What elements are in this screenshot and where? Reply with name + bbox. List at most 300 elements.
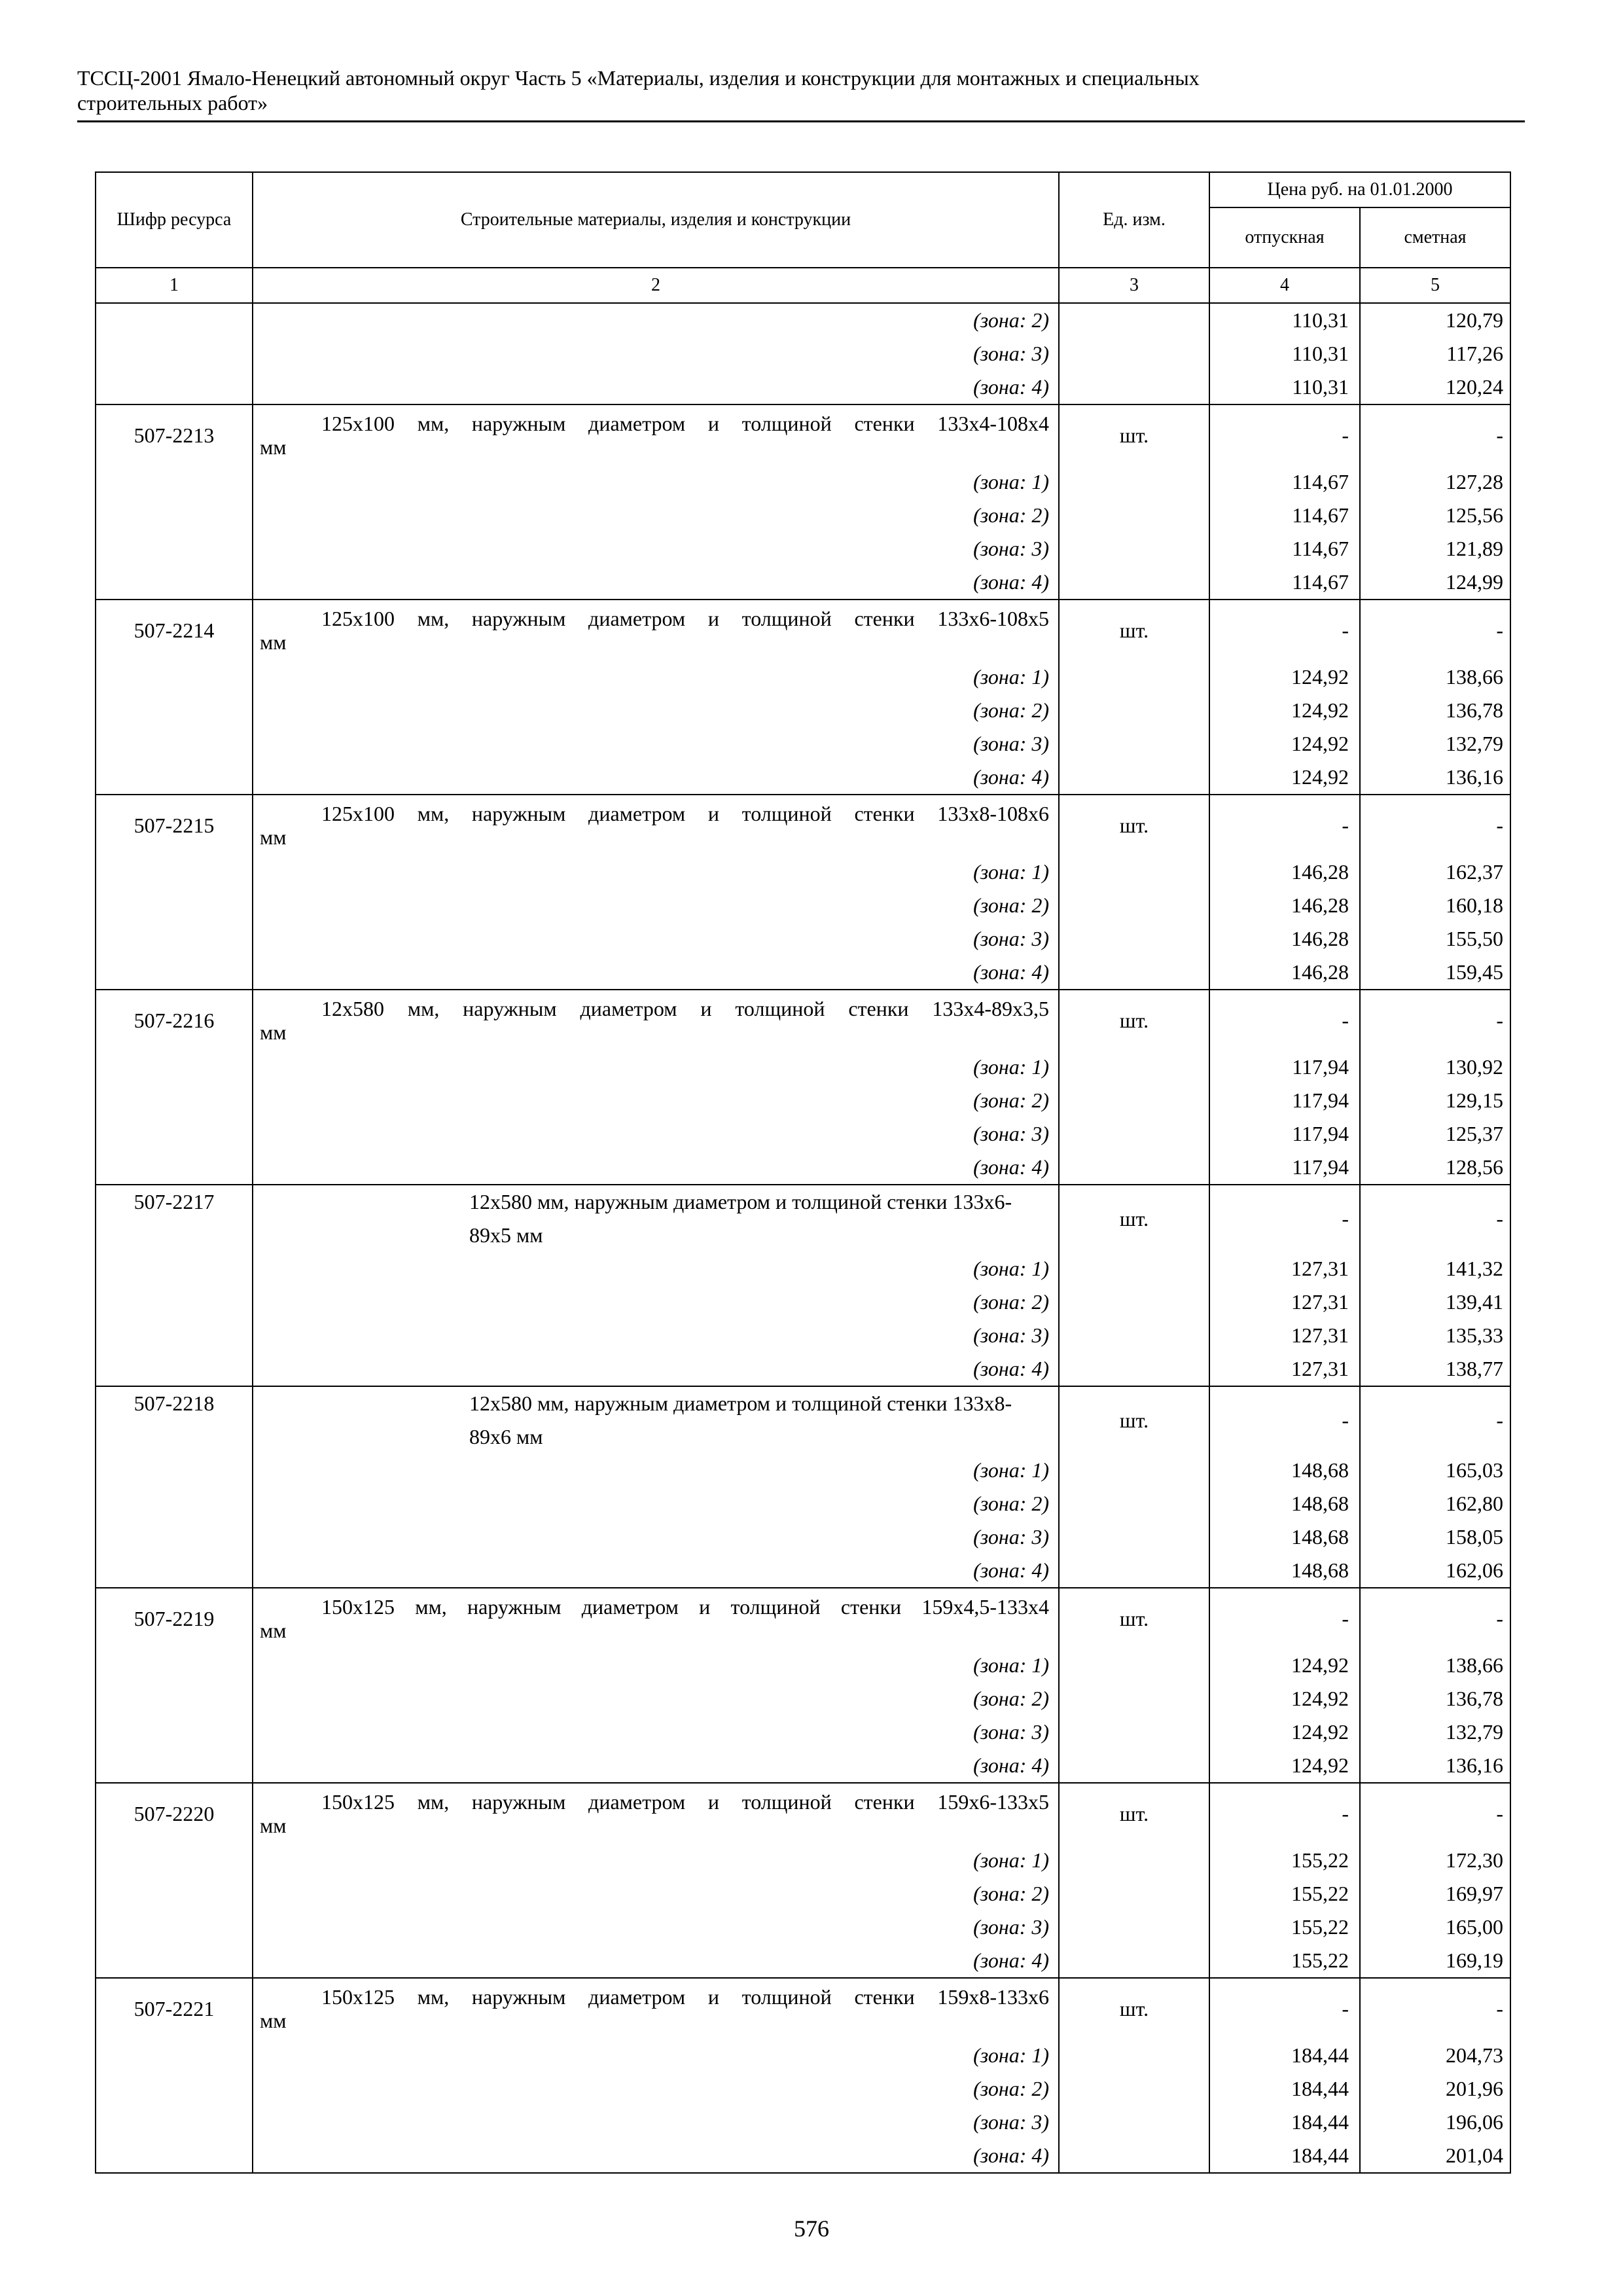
code-cell xyxy=(96,694,253,727)
code-cell xyxy=(96,2106,253,2139)
code-cell xyxy=(96,727,253,761)
item-row xyxy=(96,600,1510,660)
release-price: - xyxy=(1209,1783,1360,1844)
estimate-price: - xyxy=(1360,1588,1510,1649)
zone-label: (зона: 1) xyxy=(253,2039,1059,2072)
zone-label: (зона: 1) xyxy=(253,855,1059,889)
unit-cell: шт. xyxy=(1059,1978,1209,2039)
estimate-price: 128,56 xyxy=(1360,1151,1510,1185)
release-price: 110,31 xyxy=(1209,303,1360,337)
release-price: 124,92 xyxy=(1209,1749,1360,1783)
item-row xyxy=(96,990,1510,1050)
release-price: 124,92 xyxy=(1209,727,1360,761)
release-price: - xyxy=(1209,1978,1360,2039)
item-description: 12х580 мм, наружным диаметром и толщиной стенки 133х6-89х5 мм xyxy=(253,1185,1059,1252)
unit-cell xyxy=(1059,1877,1209,1910)
code-cell xyxy=(96,337,253,370)
estimate-price: 135,33 xyxy=(1360,1319,1510,1352)
unit-cell xyxy=(1059,1084,1209,1117)
unit-cell xyxy=(1059,1487,1209,1520)
zone-row xyxy=(96,2139,1510,2173)
unit-cell xyxy=(1059,1649,1209,1682)
zone-row xyxy=(96,499,1510,532)
unit-cell xyxy=(1059,565,1209,600)
unit-cell xyxy=(1059,2139,1209,2173)
zone-label: (зона: 1) xyxy=(253,1050,1059,1084)
item-description: 12х580 мм, наружным диаметром и толщиной стенки 133х8-89х6 мм xyxy=(253,1386,1059,1454)
unit-cell: шт. xyxy=(1059,404,1209,465)
zone-label: (зона: 4) xyxy=(253,1554,1059,1588)
release-price: 114,67 xyxy=(1209,565,1360,600)
item-description-line-2: мм xyxy=(260,435,287,459)
unit-cell xyxy=(1059,1749,1209,1783)
unit-cell xyxy=(1059,465,1209,499)
code-cell xyxy=(96,2072,253,2106)
zone-row xyxy=(96,2039,1510,2072)
resource-code: 507-2214 xyxy=(96,600,253,660)
unit-cell: шт. xyxy=(1059,600,1209,660)
zone-label: (зона: 1) xyxy=(253,1454,1059,1487)
zone-label: (зона: 3) xyxy=(253,1319,1059,1352)
estimate-price: 165,03 xyxy=(1360,1454,1510,1487)
estimate-price: 138,66 xyxy=(1360,660,1510,694)
zone-row xyxy=(96,1844,1510,1877)
item-description-line-1: 125х100 мм, наружным диаметром и толщиной стенки 133х4-108х4 xyxy=(321,412,1049,435)
item-description-line-1: 125х100 мм, наружным диаметром и толщиной стенки 133х8-108х6 xyxy=(321,802,1049,825)
unit-cell xyxy=(1059,956,1209,990)
unit-cell xyxy=(1059,1319,1209,1352)
unit-cell xyxy=(1059,1352,1209,1386)
zone-row xyxy=(96,1285,1510,1319)
unit-cell: шт. xyxy=(1059,1185,1209,1252)
release-price: 146,28 xyxy=(1209,889,1360,922)
estimate-price: 139,41 xyxy=(1360,1285,1510,1319)
unit-cell xyxy=(1059,1151,1209,1185)
zone-row xyxy=(96,337,1510,370)
item-row xyxy=(96,1978,1510,2039)
unit-cell xyxy=(1059,1682,1209,1715)
unit-cell xyxy=(1059,727,1209,761)
col-header-release-price: отпускная xyxy=(1209,207,1360,268)
item-description-line-2: мм xyxy=(260,1619,287,1642)
item-description xyxy=(253,404,1059,465)
zone-label: (зона: 3) xyxy=(253,922,1059,956)
zone-row xyxy=(96,565,1510,600)
zone-label: (зона: 3) xyxy=(253,337,1059,370)
code-cell xyxy=(96,1454,253,1487)
zone-label: (зона: 4) xyxy=(253,1944,1059,1978)
unit-cell xyxy=(1059,2072,1209,2106)
item-description-line-1: 150х125 мм, наружным диаметром и толщиной стенки 159х8-133х6 xyxy=(321,1985,1049,2009)
estimate-price: - xyxy=(1360,404,1510,465)
unit-cell xyxy=(1059,1844,1209,1877)
code-cell xyxy=(96,2139,253,2173)
zone-label: (зона: 4) xyxy=(253,370,1059,404)
resource-code: 507-2216 xyxy=(96,990,253,1050)
unit-cell xyxy=(1059,2039,1209,2072)
zone-label: (зона: 2) xyxy=(253,1285,1059,1319)
release-price: 124,92 xyxy=(1209,1682,1360,1715)
zone-row xyxy=(96,889,1510,922)
unit-cell xyxy=(1059,2106,1209,2139)
code-cell xyxy=(96,370,253,404)
col-header-materials: Строительные материалы, изделия и конструкции xyxy=(253,172,1059,268)
estimate-price: 136,78 xyxy=(1360,694,1510,727)
release-price: 148,68 xyxy=(1209,1487,1360,1520)
zone-row xyxy=(96,2106,1510,2139)
release-price: 184,44 xyxy=(1209,2072,1360,2106)
item-row xyxy=(96,795,1510,855)
release-price: - xyxy=(1209,600,1360,660)
unit-cell xyxy=(1059,499,1209,532)
zone-row xyxy=(96,1084,1510,1117)
item-description-line-1: 150х125 мм, наружным диаметром и толщиной стенки 159х6-133х5 xyxy=(321,1790,1049,1814)
release-price: 184,44 xyxy=(1209,2139,1360,2173)
estimate-price: 136,16 xyxy=(1360,761,1510,795)
release-price: 155,22 xyxy=(1209,1944,1360,1978)
release-price: 124,92 xyxy=(1209,694,1360,727)
estimate-price: 120,79 xyxy=(1360,303,1510,337)
unit-cell xyxy=(1059,1520,1209,1554)
code-cell xyxy=(96,1554,253,1588)
price-table xyxy=(95,171,1511,2174)
code-cell xyxy=(96,1944,253,1978)
zone-row xyxy=(96,1715,1510,1749)
zone-row xyxy=(96,1050,1510,1084)
zone-label: (зона: 1) xyxy=(253,465,1059,499)
zone-row xyxy=(96,532,1510,565)
unit-cell: шт. xyxy=(1059,1386,1209,1454)
item-description-line-2: мм xyxy=(260,1814,287,1837)
zone-label: (зона: 4) xyxy=(253,2139,1059,2173)
zone-row xyxy=(96,1749,1510,1783)
resource-code: 507-2219 xyxy=(96,1588,253,1649)
release-price: 155,22 xyxy=(1209,1877,1360,1910)
release-price: 127,31 xyxy=(1209,1285,1360,1319)
unit-cell xyxy=(1059,303,1209,337)
code-cell xyxy=(96,2039,253,2072)
col-header-price-group: Цена руб. на 01.01.2000 xyxy=(1209,172,1510,207)
unit-cell xyxy=(1059,1285,1209,1319)
release-price: 184,44 xyxy=(1209,2039,1360,2072)
estimate-price: 136,78 xyxy=(1360,1682,1510,1715)
unit-cell xyxy=(1059,1117,1209,1151)
zone-label: (зона: 1) xyxy=(253,1252,1059,1285)
zone-label: (зона: 3) xyxy=(253,1520,1059,1554)
resource-code: 507-2213 xyxy=(96,404,253,465)
zone-label: (зона: 2) xyxy=(253,1487,1059,1520)
col-number: 5 xyxy=(1360,268,1510,303)
estimate-price: 117,26 xyxy=(1360,337,1510,370)
estimate-price: 169,97 xyxy=(1360,1877,1510,1910)
code-cell xyxy=(96,1749,253,1783)
item-row xyxy=(96,404,1510,465)
estimate-price: - xyxy=(1360,795,1510,855)
code-cell xyxy=(96,1352,253,1386)
code-cell xyxy=(96,565,253,600)
release-price: - xyxy=(1209,1588,1360,1649)
col-header-unit: Ед. изм. xyxy=(1059,172,1209,268)
code-cell xyxy=(96,532,253,565)
release-price: 124,92 xyxy=(1209,1715,1360,1749)
estimate-price: 162,06 xyxy=(1360,1554,1510,1588)
unit-cell xyxy=(1059,922,1209,956)
release-price: 117,94 xyxy=(1209,1117,1360,1151)
resource-code: 507-2215 xyxy=(96,795,253,855)
zone-row xyxy=(96,761,1510,795)
release-price: - xyxy=(1209,1386,1360,1454)
zone-label: (зона: 2) xyxy=(253,2072,1059,2106)
zone-label: (зона: 2) xyxy=(253,694,1059,727)
zone-label: (зона: 1) xyxy=(253,1844,1059,1877)
zone-label: (зона: 4) xyxy=(253,761,1059,795)
unit-cell xyxy=(1059,855,1209,889)
estimate-price: 120,24 xyxy=(1360,370,1510,404)
zone-row xyxy=(96,1944,1510,1978)
release-price: 117,94 xyxy=(1209,1151,1360,1185)
estimate-price: 158,05 xyxy=(1360,1520,1510,1554)
item-row xyxy=(96,1783,1510,1844)
estimate-price: 138,66 xyxy=(1360,1649,1510,1682)
zone-label: (зона: 3) xyxy=(253,727,1059,761)
zone-row xyxy=(96,303,1510,337)
release-price: 146,28 xyxy=(1209,855,1360,889)
estimate-price: 141,32 xyxy=(1360,1252,1510,1285)
zone-label: (зона: 4) xyxy=(253,1352,1059,1386)
estimate-price: 129,15 xyxy=(1360,1084,1510,1117)
release-price: 114,67 xyxy=(1209,465,1360,499)
estimate-price: 121,89 xyxy=(1360,532,1510,565)
item-description xyxy=(253,1978,1059,2039)
zone-label: (зона: 3) xyxy=(253,1910,1059,1944)
estimate-price: 204,73 xyxy=(1360,2039,1510,2072)
col-number: 4 xyxy=(1209,268,1360,303)
zone-row xyxy=(96,1454,1510,1487)
release-price: 148,68 xyxy=(1209,1454,1360,1487)
unit-cell xyxy=(1059,1944,1209,1978)
header-line-1: ТССЦ-2001 Ямало-Ненецкий автономный округ Часть 5 «Материалы, изделия и конструкции для монтажных и специальных xyxy=(77,66,1200,90)
zone-label: (зона: 2) xyxy=(253,1877,1059,1910)
code-cell xyxy=(96,1084,253,1117)
unit-cell: шт. xyxy=(1059,1783,1209,1844)
unit-cell xyxy=(1059,1252,1209,1285)
zone-row xyxy=(96,1877,1510,1910)
estimate-price: 160,18 xyxy=(1360,889,1510,922)
col-header-code: Шифр ресурса xyxy=(96,172,253,268)
unit-cell: шт. xyxy=(1059,990,1209,1050)
item-description-line-1: 125х100 мм, наружным диаметром и толщиной стенки 133х6-108х5 xyxy=(321,607,1049,630)
code-cell xyxy=(96,660,253,694)
release-price: - xyxy=(1209,990,1360,1050)
estimate-price: 172,30 xyxy=(1360,1844,1510,1877)
estimate-price: 125,37 xyxy=(1360,1117,1510,1151)
zone-row xyxy=(96,1319,1510,1352)
estimate-price: 155,50 xyxy=(1360,922,1510,956)
resource-code: 507-2218 xyxy=(96,1386,253,1454)
estimate-price: 124,99 xyxy=(1360,565,1510,600)
resource-code: 507-2217 xyxy=(96,1185,253,1252)
code-cell xyxy=(96,303,253,337)
unit-cell xyxy=(1059,1715,1209,1749)
estimate-price: - xyxy=(1360,600,1510,660)
zone-label: (зона: 4) xyxy=(253,956,1059,990)
zone-row xyxy=(96,1554,1510,1588)
zone-row xyxy=(96,855,1510,889)
estimate-price: - xyxy=(1360,1783,1510,1844)
code-cell xyxy=(96,499,253,532)
zone-label: (зона: 2) xyxy=(253,303,1059,337)
resource-code: 507-2221 xyxy=(96,1978,253,2039)
zone-label: (зона: 2) xyxy=(253,499,1059,532)
code-cell xyxy=(96,1487,253,1520)
item-row xyxy=(96,1588,1510,1649)
document-header xyxy=(77,65,1525,115)
estimate-price: - xyxy=(1360,1978,1510,2039)
zone-label: (зона: 2) xyxy=(253,1682,1059,1715)
code-cell xyxy=(96,1844,253,1877)
zone-row xyxy=(96,1649,1510,1682)
resource-code: 507-2220 xyxy=(96,1783,253,1844)
release-price: 184,44 xyxy=(1209,2106,1360,2139)
unit-cell xyxy=(1059,889,1209,922)
zone-row xyxy=(96,1682,1510,1715)
release-price: 127,31 xyxy=(1209,1252,1360,1285)
item-description xyxy=(253,600,1059,660)
zone-label: (зона: 4) xyxy=(253,1749,1059,1783)
col-number: 2 xyxy=(253,268,1059,303)
code-cell xyxy=(96,1151,253,1185)
zone-row xyxy=(96,370,1510,404)
estimate-price: 201,96 xyxy=(1360,2072,1510,2106)
item-description-line-1: 12х580 мм, наружным диаметром и толщиной стенки 133х4-89х3,5 xyxy=(321,997,1049,1020)
release-price: - xyxy=(1209,1185,1360,1252)
release-price: 124,92 xyxy=(1209,660,1360,694)
estimate-price: 162,80 xyxy=(1360,1487,1510,1520)
zone-label: (зона: 3) xyxy=(253,1117,1059,1151)
estimate-price: - xyxy=(1360,1386,1510,1454)
unit-cell xyxy=(1059,660,1209,694)
code-cell xyxy=(96,1319,253,1352)
estimate-price: 136,16 xyxy=(1360,1749,1510,1783)
unit-cell xyxy=(1059,1910,1209,1944)
estimate-price: 201,04 xyxy=(1360,2139,1510,2173)
unit-cell xyxy=(1059,337,1209,370)
code-cell xyxy=(96,956,253,990)
zone-label: (зона: 3) xyxy=(253,1715,1059,1749)
zone-row xyxy=(96,660,1510,694)
table-body xyxy=(96,303,1510,2173)
zone-label: (зона: 2) xyxy=(253,1084,1059,1117)
col-number: 3 xyxy=(1059,268,1209,303)
item-description-line-2: мм xyxy=(260,2009,287,2032)
code-cell xyxy=(96,465,253,499)
estimate-price: - xyxy=(1360,1185,1510,1252)
code-cell xyxy=(96,1285,253,1319)
zone-row xyxy=(96,1151,1510,1185)
release-price: 127,31 xyxy=(1209,1352,1360,1386)
zone-label: (зона: 1) xyxy=(253,660,1059,694)
header-rule xyxy=(77,120,1525,122)
unit-cell xyxy=(1059,532,1209,565)
page-number: 576 xyxy=(794,2215,829,2242)
unit-cell: шт. xyxy=(1059,795,1209,855)
release-price: 110,31 xyxy=(1209,337,1360,370)
zone-label: (зона: 3) xyxy=(253,532,1059,565)
unit-cell xyxy=(1059,761,1209,795)
release-price: 110,31 xyxy=(1209,370,1360,404)
release-price: 146,28 xyxy=(1209,956,1360,990)
item-description-line-1: 150х125 мм, наружным диаметром и толщиной стенки 159х4,5-133х4 xyxy=(321,1595,1049,1619)
item-description xyxy=(253,795,1059,855)
zone-label: (зона: 4) xyxy=(253,1151,1059,1185)
release-price: 148,68 xyxy=(1209,1554,1360,1588)
item-description xyxy=(253,990,1059,1050)
item-description-line-2: мм xyxy=(260,630,287,654)
estimate-price: 138,77 xyxy=(1360,1352,1510,1386)
unit-cell: шт. xyxy=(1059,1588,1209,1649)
zone-row xyxy=(96,956,1510,990)
code-cell xyxy=(96,1520,253,1554)
zone-row xyxy=(96,1352,1510,1386)
unit-cell xyxy=(1059,1454,1209,1487)
release-price: 124,92 xyxy=(1209,1649,1360,1682)
zone-row xyxy=(96,465,1510,499)
item-row xyxy=(96,1386,1510,1454)
col-number: 1 xyxy=(96,268,253,303)
release-price: 148,68 xyxy=(1209,1520,1360,1554)
zone-row xyxy=(96,1520,1510,1554)
release-price: - xyxy=(1209,404,1360,465)
item-description-line-2: мм xyxy=(260,825,287,849)
release-price: 114,67 xyxy=(1209,499,1360,532)
estimate-price: 127,28 xyxy=(1360,465,1510,499)
code-cell xyxy=(96,1117,253,1151)
item-description xyxy=(253,1783,1059,1844)
unit-cell xyxy=(1059,1554,1209,1588)
release-price: 146,28 xyxy=(1209,922,1360,956)
zone-row xyxy=(96,2072,1510,2106)
code-cell xyxy=(96,855,253,889)
code-cell xyxy=(96,889,253,922)
release-price: 124,92 xyxy=(1209,761,1360,795)
release-price: - xyxy=(1209,795,1360,855)
zone-row xyxy=(96,727,1510,761)
zone-label: (зона: 1) xyxy=(253,1649,1059,1682)
code-cell xyxy=(96,1877,253,1910)
estimate-price: 125,56 xyxy=(1360,499,1510,532)
col-header-estimate-price: сметная xyxy=(1360,207,1510,268)
zone-label: (зона: 3) xyxy=(253,2106,1059,2139)
zone-row xyxy=(96,1252,1510,1285)
code-cell xyxy=(96,1715,253,1749)
estimate-price: 132,79 xyxy=(1360,727,1510,761)
release-price: 127,31 xyxy=(1209,1319,1360,1352)
estimate-price: 196,06 xyxy=(1360,2106,1510,2139)
estimate-price: 132,79 xyxy=(1360,1715,1510,1749)
code-cell xyxy=(96,1649,253,1682)
code-cell xyxy=(96,1910,253,1944)
release-price: 114,67 xyxy=(1209,532,1360,565)
estimate-price: - xyxy=(1360,990,1510,1050)
zone-row xyxy=(96,1117,1510,1151)
code-cell xyxy=(96,922,253,956)
code-cell xyxy=(96,1050,253,1084)
release-price: 117,94 xyxy=(1209,1084,1360,1117)
code-cell xyxy=(96,1682,253,1715)
zone-row xyxy=(96,1487,1510,1520)
item-description xyxy=(253,1588,1059,1649)
unit-cell xyxy=(1059,1050,1209,1084)
